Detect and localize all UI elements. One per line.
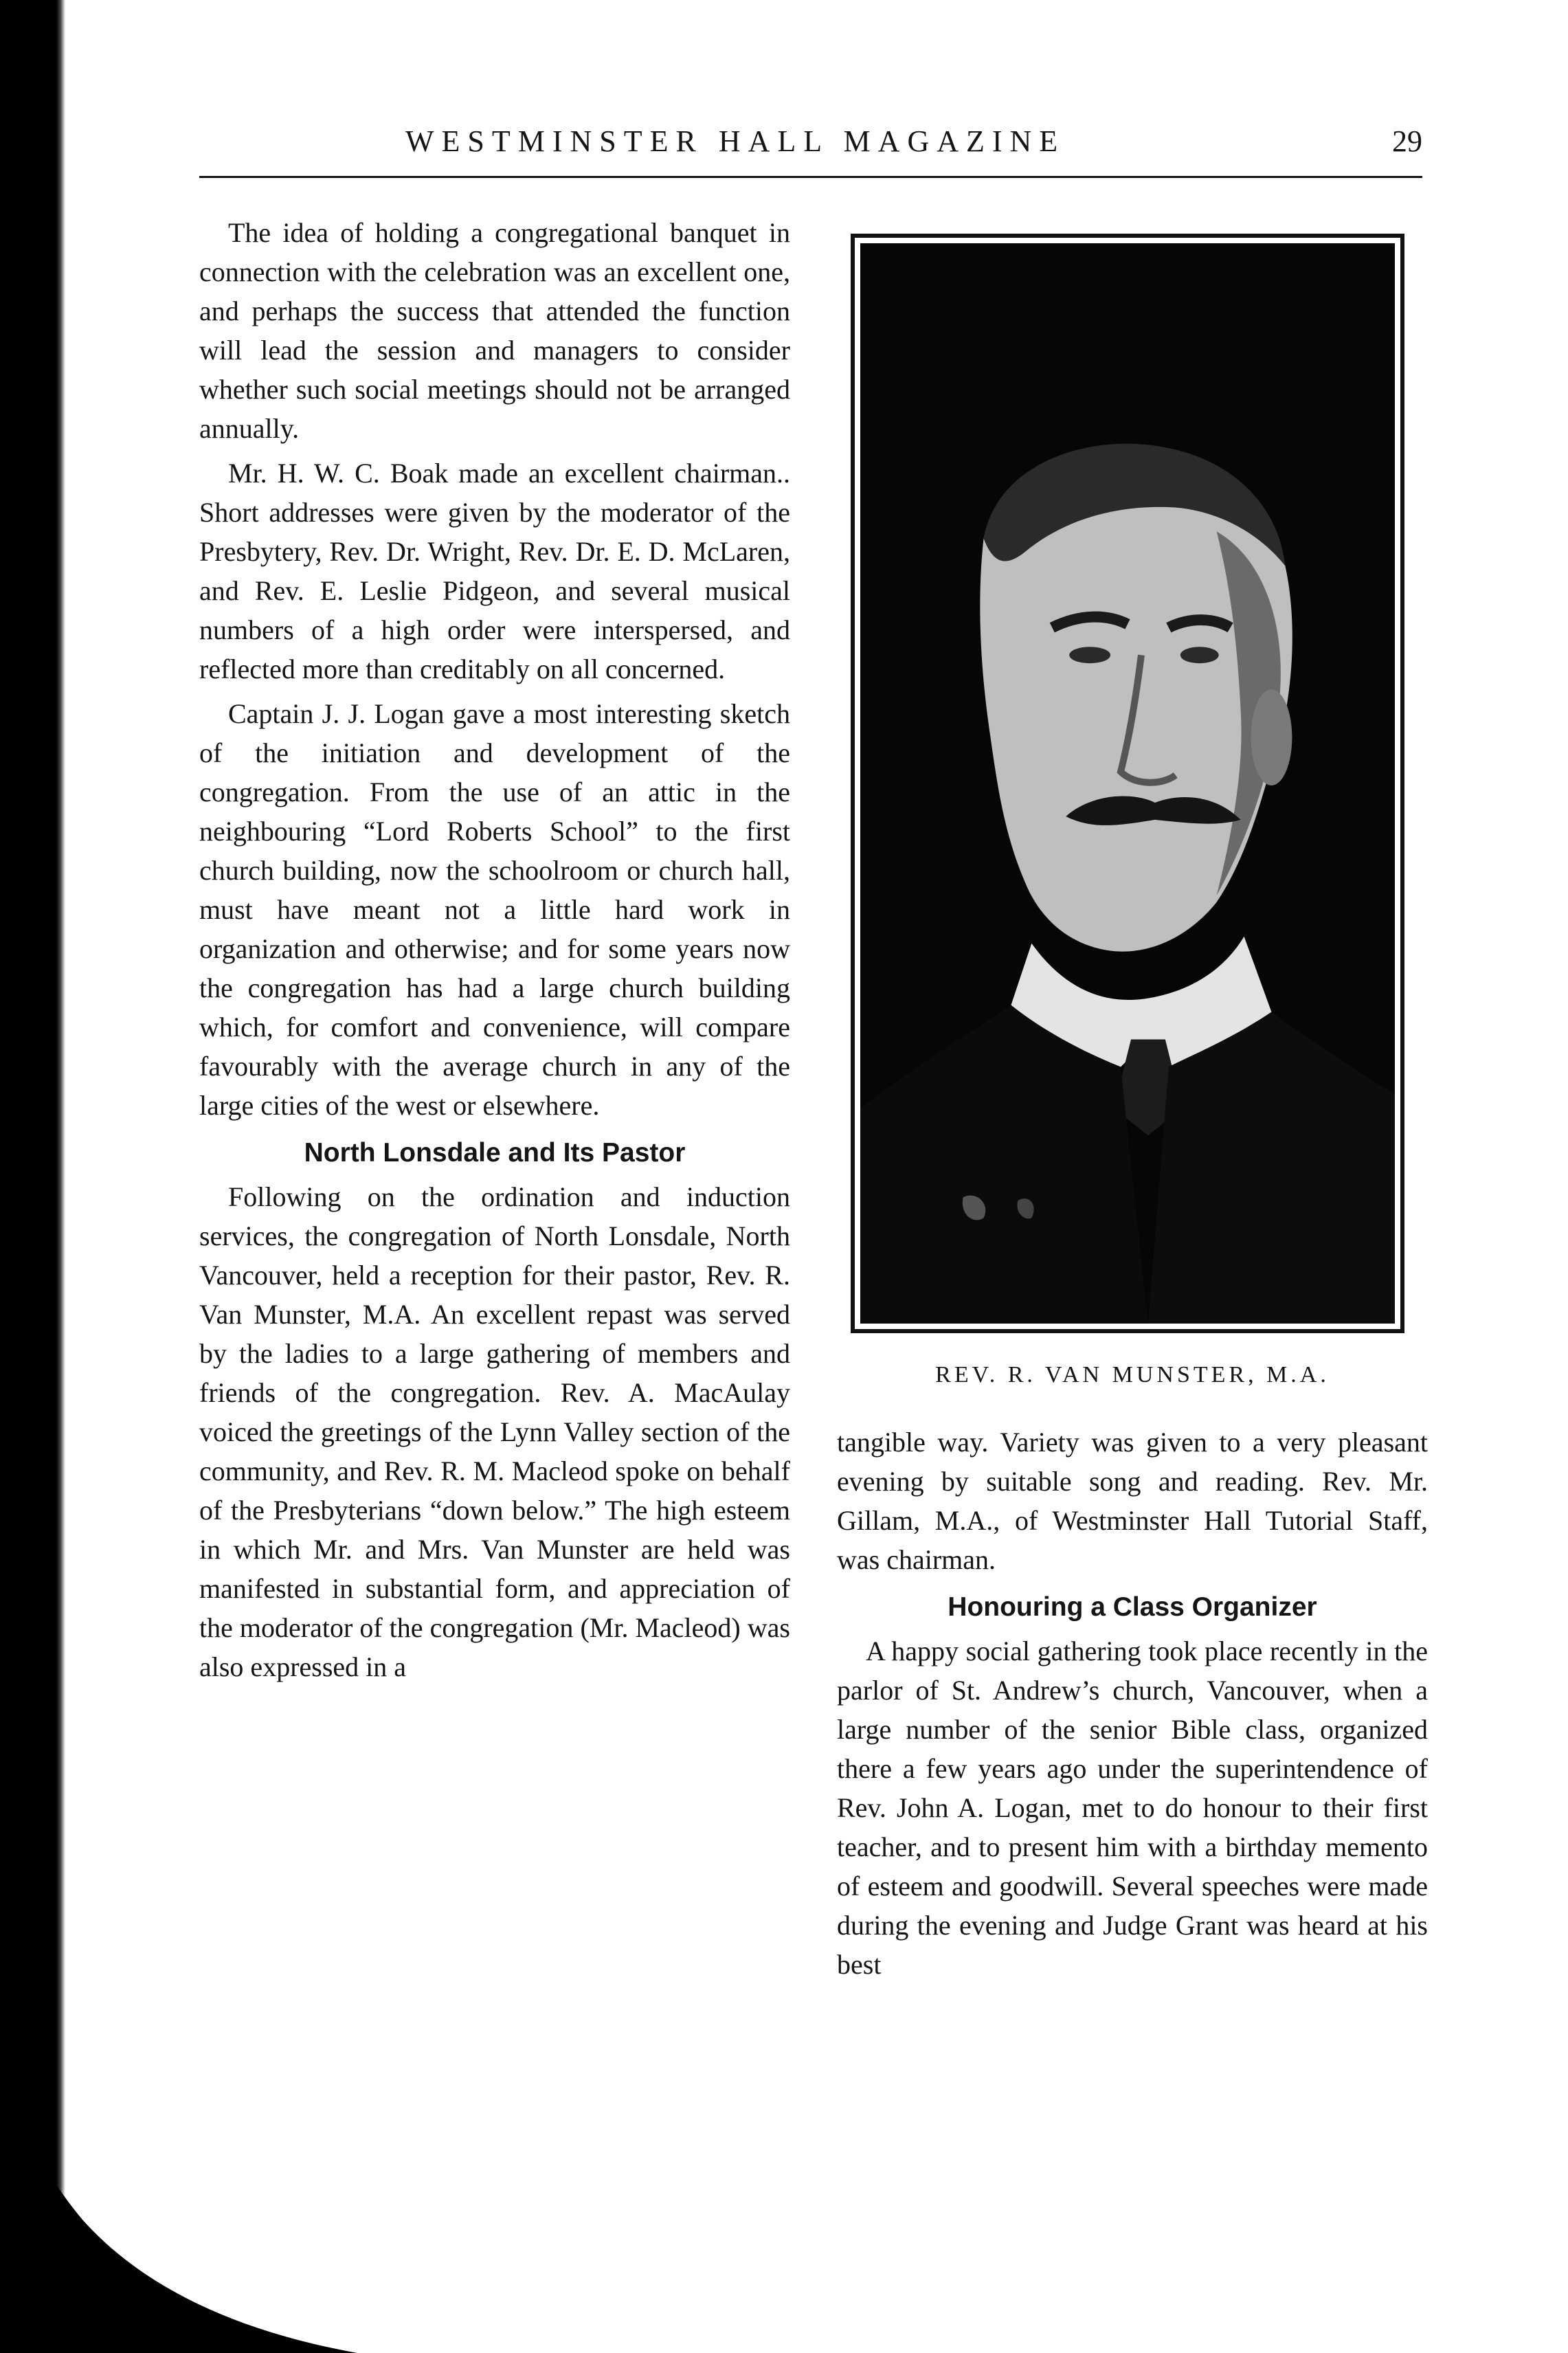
- page-number: 29: [1392, 124, 1422, 158]
- photo-caption: REV. R. VAN MUNSTER, M.A.: [935, 1362, 1330, 1387]
- left-column: [199, 213, 790, 1686]
- right-column: [837, 1423, 1428, 1984]
- magazine-title: WESTMINSTER HALL MAGAZINE: [405, 124, 1066, 158]
- paragraph-logan-sketch: Captain J. J. Logan gave a most interesting sketch of the initiation and development of the congregation. From the use of an attic in the neighbouring “Lord Roberts School” to the first church building, now the schoolroom or church hall, must have meant not a little hard work in organization and otherwise; and for some years now the congregation has had a large church building which, for comfort and convenience, will compare favourably with the average church in any of the large cities of the west or elsewhere.: [199, 698, 790, 1121]
- header-rule: [199, 176, 1422, 178]
- page-binding-shadow: [0, 0, 65, 2353]
- portrait-image: [860, 243, 1395, 1324]
- paragraph-chairman: Mr. H. W. C. Boak made an excellent chairman.. Short addresses were given by the moderator of the Presbytery, Rev. Dr. Wright, Rev. Dr. E. D. McLaren, and Rev. E. Leslie Pidgeon, and several musical numbers of a high order were interspersed, and reflected more than creditably on all concerned.: [199, 458, 790, 684]
- paragraph-class-gathering: A happy social gathering took place recently in the parlor of St. Andrew’s church, Vancouver, when a large number of the senior Bible class, organized there a few years ago under the superintendence of Rev. John A. Logan, met to do honour to their first teacher, and to present him with a birthday memento of esteem and goodwill. Several speeches were made during the evening and Judge Grant was heard at his best: [837, 1636, 1428, 1980]
- paragraph-reception: Following on the ordination and induction services, the congregation of North Lonsdale, North Vancouver, held a reception for their pastor, Rev. R. Van Munster, M.A. An excellent repast was served by the ladies to a large gathering of members and friends of the congregation. Rev. A. MacAulay voiced the greetings of the Lynn Valley section of the community, and Rev. R. M. Macleod spoke on behalf of the Presbyterians “down below.” The high esteem in which Mr. and Mrs. Van Munster are held was manifested in substantial form, and appreciation of the moderator of the congregation (Mr. Macleod) was also expressed in a: [199, 1181, 790, 1682]
- page-header: [199, 124, 1422, 179]
- paragraph-banquet: The idea of holding a congregational banquet in connection with the celebration was an excellent one, and perhaps the success that attended the function will lead the session and managers to consider whether such social meetings should not be arranged annually.: [199, 217, 790, 444]
- section-heading-class-organizer: Honouring a Class Organizer: [948, 1592, 1317, 1622]
- portrait-photo: [851, 234, 1404, 1333]
- section-heading-north-lonsdale: North Lonsdale and Its Pastor: [304, 1138, 686, 1168]
- paragraph-continued: tangible way. Variety was given to a very pleasant evening by suitable song and reading. Rev. Mr. Gillam, M.A., of Westminster Hall Tutorial Staff, was chairman.: [837, 1427, 1428, 1575]
